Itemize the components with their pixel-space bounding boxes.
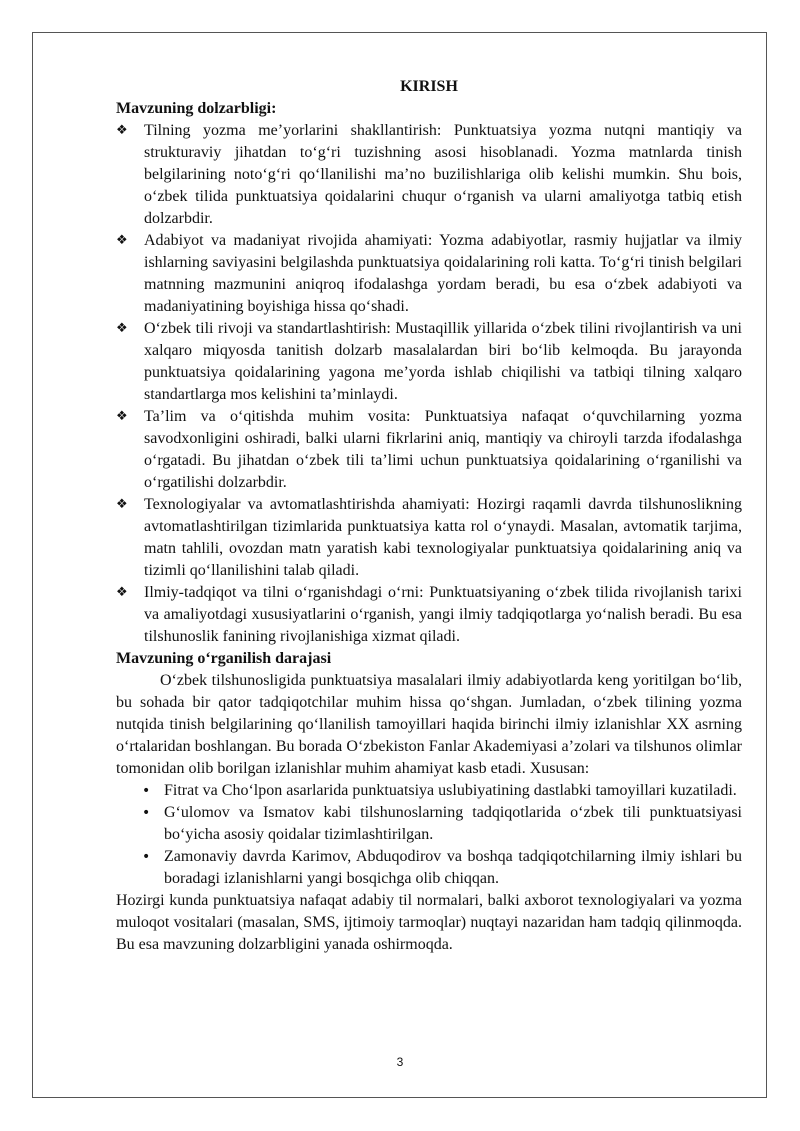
diamond-bullet-icon: ❖ <box>116 497 128 512</box>
diamond-bullet-icon: ❖ <box>116 409 128 424</box>
list-item: ❖ Adabiyot va madaniyat rivojida ahamiyati: Yozma adabiyotlar, rasmiy hujjatlar va ilmiy ishlarning saviyasini belgilashda punktuatsiya qoidalarining roli katta. To‘g‘ri tinish belgilari matnning mazmunini aniqroq ifodalashga yordam beradi, bu esa o‘zbek adabiyoti va madaniyatining boyishiga hissa qo‘shadi. <box>116 232 742 315</box>
list-item: ❖ Texnologiyalar va avtomatlashtirishda ahamiyati: Hozirgi raqamli davrda tilshunoslikning avtomatlashtirilgan tizimlarida punktuatsiya katta rol o‘ynaydi. Masalan, avtomatik tarjima, matn tahlili, ovozdan matn yaratish kabi texnologiyalar punktuatsiya qoidalarining aniq va tizimli qo‘llanilishini talab qiladi. <box>116 496 742 579</box>
list-item: ❖ Ilmiy-tadqiqot va tilni o‘rganishdagi o‘rni: Punktuatsiyaning o‘zbek tilida rivojlanish tarixi va amaliyotdagi xususiyatlarini o‘rganish, yangi ilmiy tadqiqotlarga yo‘nalish beradi. Bu esa tilshunoslik fanining rivojlanishiga xizmat qiladi. <box>116 584 742 645</box>
list-item: ❖ O‘zbek tili rivoji va standartlashtirish: Mustaqillik yillarida o‘zbek tilini rivojlantirish va uni xalqaro miqyosda tanitish dolzarb masalalardan biri bo‘lib kelmoqda. Bu jarayonda punktuatsiya qoidalarining yagona me’yorda ishlab chiqilishi va tatbiqi tilning xalqaro standartlarga mos kelishini ta’minlaydi. <box>116 320 742 403</box>
researchers-list <box>116 780 742 890</box>
diamond-bullet-icon: ❖ <box>116 233 128 248</box>
section-heading-relevance: Mavzuning dolzarbligi: <box>116 100 277 117</box>
page-number: 3 <box>396 1055 404 1069</box>
intro-paragraph: O‘zbek tilshunosligida punktuatsiya masalalari ilmiy adabiyotlarda keng yoritilgan bo‘lib, bu sohada bir qator tadqiqotchilar muhim hissa qo‘shgan. Jumladan, o‘zbek tilining yozma nutqida tinish belgilarining qo‘llanilish tamoyillari haqida birinchi ilmiy izlanishlar XX asrning o‘rtalaridan boshlangan. Bu borada O‘zbekiston Fanlar Akademiyasi a’zolari va tilshunos olimlar tomonidan olib borilgan izlanishlar muhim ahamiyat kasb etadi. Xususan: <box>116 672 742 777</box>
conclusion-paragraph: Hozirgi kunda punktuatsiya nafaqat adabiy til normalari, balki axborot texnologiyalari va yozma muloqot vositalari (masalan, SMS, ijtimoiy tarmoqlar) nuqtayi nazaridan ham tadqiq qilinmoqda. Bu esa mavzuning dolzarbligini yanada oshirmoqda. <box>116 892 742 953</box>
round-bullet-icon: • <box>142 783 151 799</box>
diamond-bullet-icon: ❖ <box>116 321 128 336</box>
relevance-list <box>116 120 742 648</box>
list-item: • G‘ulomov va Ismatov kabi tilshunoslarning tadqiqotlarida o‘zbek tili punktuatsiyasi bo‘yicha asosiy qoidalar tizimlashtirilgan. <box>142 804 742 843</box>
round-bullet-icon: • <box>142 805 151 821</box>
diamond-bullet-icon: ❖ <box>116 585 128 600</box>
round-bullet-icon: • <box>142 849 151 865</box>
list-item: • Fitrat va Cho‘lpon asarlarida punktuatsiya uslubiyatining dastlabki tamoyillari kuzatiladi. <box>116 780 742 802</box>
list-item: • Zamonaviy davrda Karimov, Abduqodirov va boshqa tadqiqotchilarning ilmiy ishlari bu boradagi izlanishlarni yangi bosqichga olib chiqqan. <box>142 848 742 887</box>
diamond-bullet-icon: ❖ <box>116 123 128 138</box>
document-body <box>116 76 742 956</box>
section-heading-study-level: Mavzuning o‘rganilish darajasi <box>116 650 332 667</box>
list-item: ❖ Tilning yozma me’yorlarini shakllantirish: Punktuatsiya yozma nutqni mantiqiy va strukturaviy jihatdan to‘g‘ri tuzishning asosi hisoblanadi. Yozma matnlarda tinish belgilarining noto‘g‘ri qo‘llanilishi ma’no buzilishlariga olib kelishi mumkin. Shu bois, o‘zbek tilida punktuatsiya qoidalarini chuqur o‘rganish va ularni amaliyotga tatbiq etish dolzarbdir. <box>116 122 742 227</box>
page-title: KIRISH <box>400 78 458 95</box>
list-item: ❖ Ta’lim va o‘qitishda muhim vosita: Punktuatsiya nafaqat o‘quvchilarning yozma savodxonligini oshiradi, balki ularni fikrlarini aniq, mantiqiy va chiroyli tarzda ifodalashga o‘rgatadi. Bu jihatdan o‘zbek tili ta’limi uchun punktuatsiya qoidalarining o‘rganilishi va o‘rgatilishi dolzarbdir. <box>116 408 742 491</box>
